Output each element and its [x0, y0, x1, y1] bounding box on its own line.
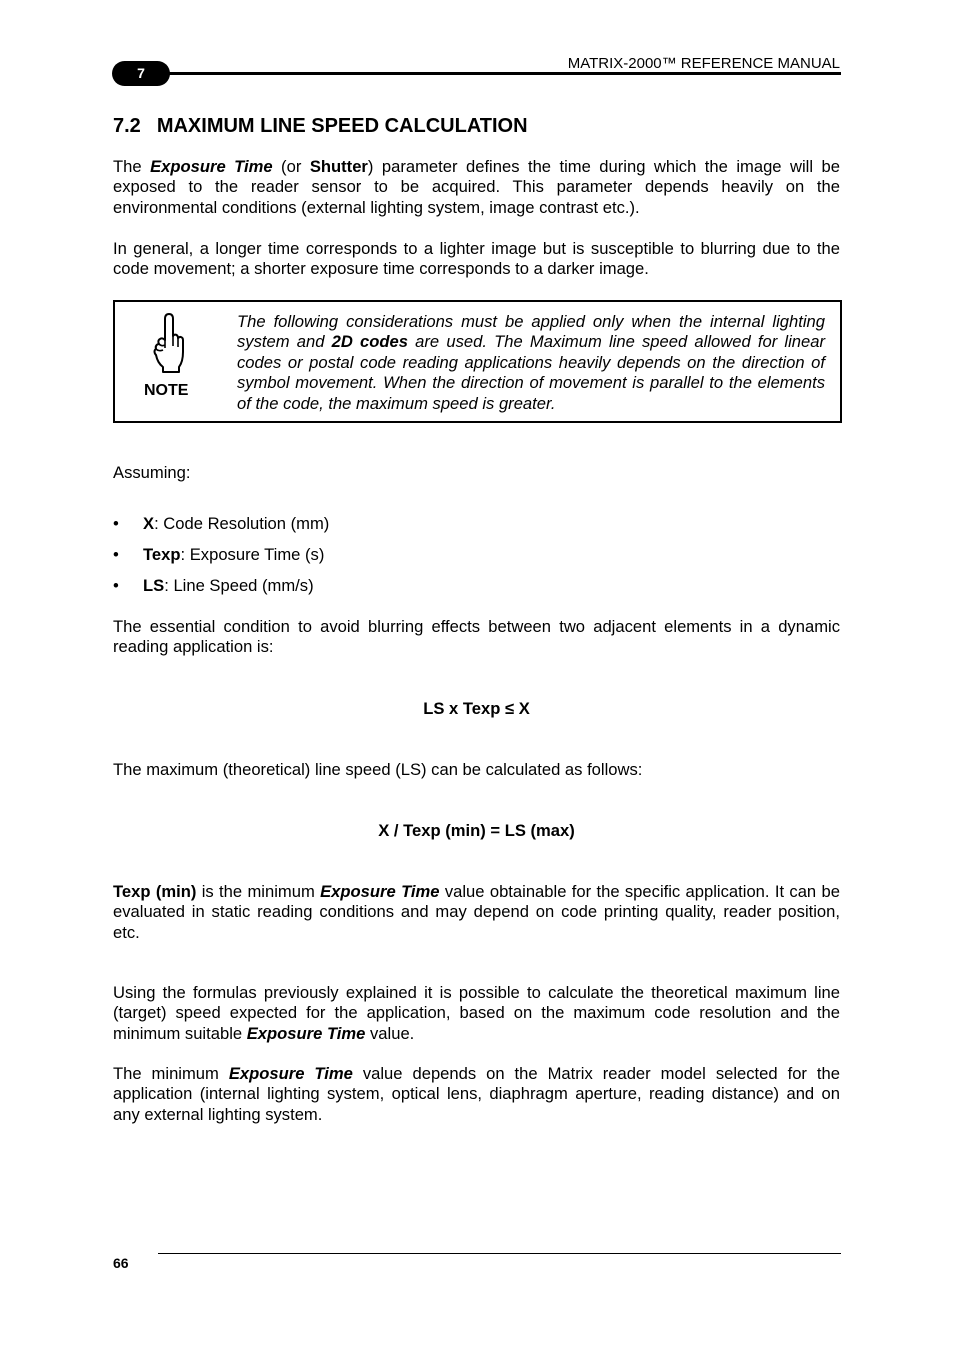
note-label: NOTE: [144, 382, 189, 399]
text-run: value obtainable for the specific application. It can be evaluated in static reading conditions and may depend on code printing quality, reader position, etc.: [113, 882, 840, 942]
text-run: value depends on the Matrix reader model selected for the application (internal lighting system, optical lens, diaphragm aperture, reading distance) and on any external lighting system.: [113, 1064, 840, 1124]
text-run: (or: [272, 157, 310, 176]
term-shutter: Shutter: [309, 157, 368, 176]
paragraph-essential-condition: The essential condition to avoid blurring effects between two adjacent elements in a dynamic reading application is:: [113, 617, 840, 657]
list-item: [113, 575, 329, 606]
manual-title: MATRIX-2000™ REFERENCE MANUAL: [567, 55, 840, 72]
section-number: 7.2: [113, 115, 141, 137]
bullet-icon: •: [113, 576, 119, 595]
variable-list: [113, 513, 329, 606]
note-text: [237, 312, 825, 414]
page-number: 66: [113, 1255, 129, 1271]
section-heading: [113, 115, 528, 138]
list-item: [113, 513, 329, 544]
variable-description: : Code Resolution (mm): [154, 514, 330, 533]
text-run: value.: [365, 1023, 415, 1043]
term-2d-codes: 2D codes: [331, 332, 408, 352]
text-run: The following considerations must be applied only when the internal lighting system and: [237, 312, 825, 352]
variable-description: : Line Speed (mm/s): [164, 576, 314, 595]
paragraph-formulas: [113, 983, 840, 1044]
formula-max-speed: X / Texp (min) = LS (max): [378, 821, 575, 840]
paragraph-texp-min: [113, 882, 840, 943]
paragraph-max-speed: The maximum (theoretical) line speed (LS) can be calculated as follows:: [113, 760, 643, 779]
term-exposure-time: Exposure Time: [228, 1064, 353, 1083]
chapter-tab: 7: [112, 61, 170, 86]
assuming-label: Assuming:: [113, 463, 191, 482]
term-exposure-time: Exposure Time: [246, 1023, 366, 1043]
formula-condition: LS x Texp ≤ X: [423, 699, 530, 718]
text-run: The: [113, 157, 151, 176]
paragraph-exposure-time: [113, 157, 840, 218]
text-run: are used. The Maximum line speed allowed for linear codes or postal code reading applications heavily depends on the direction of symbol movement. When the direction of movement is parallel to the elements of the code, the maximum speed is greater.: [237, 332, 825, 413]
bullet-icon: •: [113, 514, 119, 533]
text-run: Using the formulas previously explained it is possible to calculate the theoretical maximum line (target) speed expected for the application, based on the maximum code resolution and the minimum suitable: [113, 983, 840, 1043]
paragraph-min-exposure: [113, 1064, 840, 1125]
term-exposure-time: Exposure Time: [320, 882, 440, 901]
note-box: [113, 300, 842, 423]
term-exposure-time: Exposure Time: [150, 157, 273, 176]
text-run: is the minimum: [196, 882, 321, 901]
section-title: MAXIMUM LINE SPEED CALCULATION: [156, 115, 528, 137]
footer-rule: [158, 1253, 841, 1254]
variable-term: LS: [143, 576, 165, 595]
list-item: [113, 544, 329, 575]
variable-description: : Exposure Time (s): [180, 545, 325, 564]
pointing-hand-icon: [149, 310, 189, 374]
text-run: ) parameter defines the time during which the image will be exposed to the reader sensor to be acquired. This parameter depends heavily on the environmental conditions (external lighting system, image contrast etc.).: [113, 157, 840, 217]
text-run: The minimum: [113, 1064, 229, 1083]
header-rule: [160, 72, 841, 75]
bullet-icon: •: [113, 545, 119, 564]
term-texp-min: Texp (min): [113, 882, 197, 901]
variable-term: Texp: [143, 545, 181, 564]
paragraph-general: In general, a longer time corresponds to a lighter image but is susceptible to blurring due to the code movement; a shorter exposure time corresponds to a darker image.: [113, 239, 840, 279]
variable-term: X: [143, 514, 155, 533]
